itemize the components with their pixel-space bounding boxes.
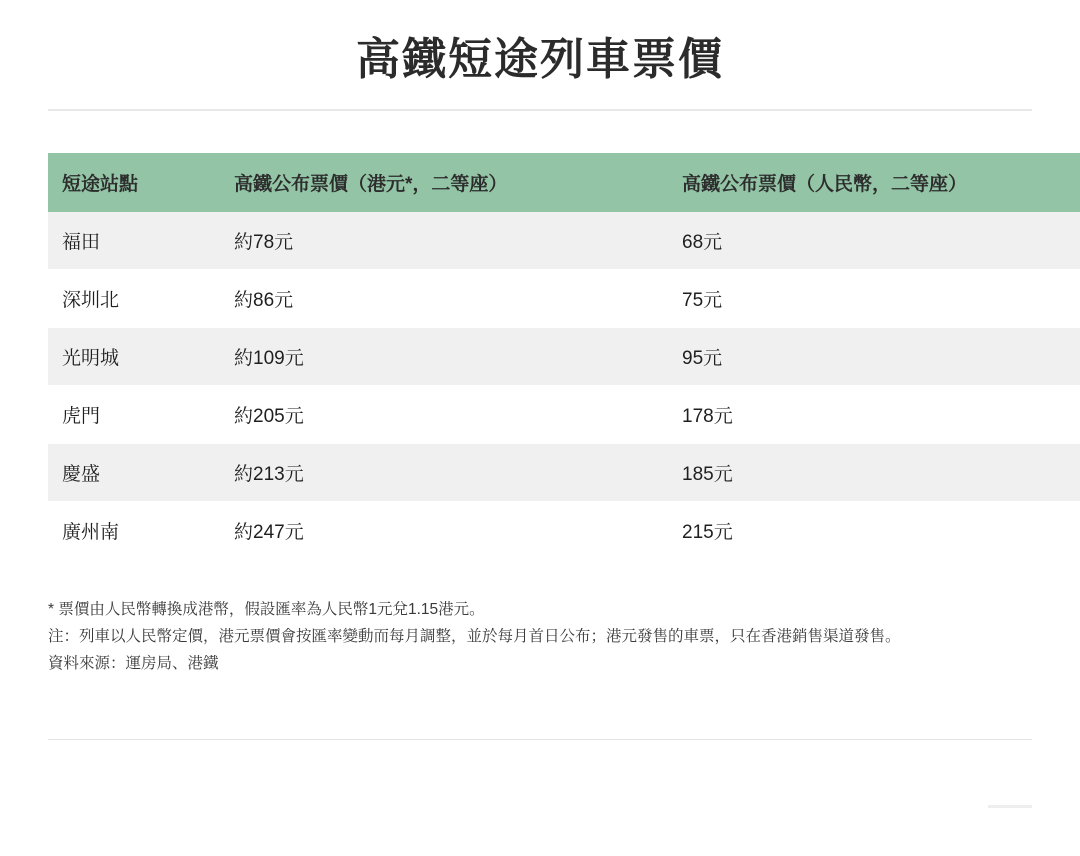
table-header-row — [48, 153, 1080, 212]
fare-table — [48, 153, 1080, 560]
cell-station: 虎門 — [48, 385, 220, 443]
page-title: 高鐵短途列車票價 — [356, 35, 724, 84]
cell-rmb-fare: 185元 — [668, 443, 1080, 501]
column-header-hkd-fare: 高鐵公布票價（港元*，二等座） — [220, 153, 668, 212]
cell-hkd-fare: 約213元 — [220, 443, 668, 501]
fare-table-container — [48, 153, 1032, 560]
cell-station: 光明城 — [48, 327, 220, 385]
cell-hkd-fare: 約78元 — [220, 212, 668, 270]
table-row — [48, 327, 1080, 385]
column-header-station: 短途站點 — [48, 153, 220, 212]
cell-station: 廣州南 — [48, 501, 220, 559]
cell-rmb-fare: 68元 — [668, 212, 1080, 270]
cell-rmb-fare: 75元 — [668, 269, 1080, 327]
footnote-pricing: 注：列車以人民幣定價，港元票價會按匯率變動而每月調整，並於每月首日公布；港元發售的車票，只在香港銷售渠道發售。 — [48, 627, 901, 645]
cell-station: 深圳北 — [48, 269, 220, 327]
bottom-divider — [48, 739, 1032, 740]
footnote-source: 資料來源：運房局、港鐵 — [48, 655, 219, 673]
table-row — [48, 501, 1080, 559]
cell-rmb-fare: 178元 — [668, 385, 1080, 443]
footer-mark — [988, 805, 1032, 808]
table-row — [48, 385, 1080, 443]
title-divider — [48, 109, 1032, 111]
cell-station: 慶盛 — [48, 443, 220, 501]
cell-hkd-fare: 約86元 — [220, 269, 668, 327]
cell-rmb-fare: 95元 — [668, 327, 1080, 385]
table-header — [48, 153, 1080, 212]
cell-hkd-fare: 約247元 — [220, 501, 668, 559]
table-body — [48, 212, 1080, 560]
cell-rmb-fare: 215元 — [668, 501, 1080, 559]
footnotes — [48, 596, 1032, 677]
column-header-rmb-fare: 高鐵公布票價（人民幣，二等座） — [668, 153, 1080, 212]
cell-hkd-fare: 約205元 — [220, 385, 668, 443]
cell-station: 福田 — [48, 212, 220, 270]
cell-hkd-fare: 約109元 — [220, 327, 668, 385]
table-row — [48, 443, 1080, 501]
footnote-exchange-rate: * 票價由人民幣轉換成港幣，假設匯率為人民幣1元兌1.15港元。 — [48, 600, 485, 618]
table-row — [48, 269, 1080, 327]
table-row — [48, 212, 1080, 270]
